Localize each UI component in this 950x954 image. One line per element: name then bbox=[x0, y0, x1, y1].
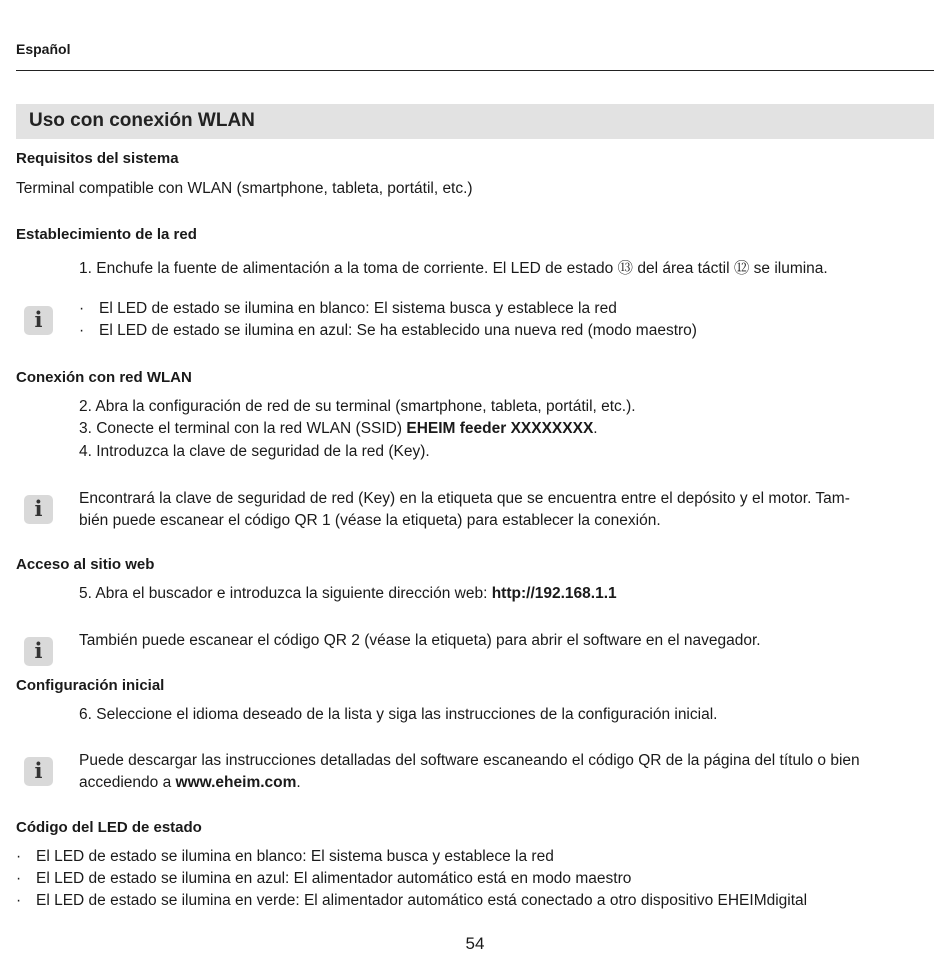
step-1: 1. Enchufe la fuente de alimentación a la toma de corriente. El LED de estado ⑬ del área táctil ⑫ se ilumina. bbox=[79, 260, 828, 277]
info-note: También puede escanear el código QR 2 (véase la etiqueta) para abrir el software en el navegador. bbox=[79, 632, 761, 649]
header-rule bbox=[16, 70, 934, 71]
led-code-heading: Código del LED de estado bbox=[16, 819, 202, 836]
page-number: 54 bbox=[465, 934, 485, 953]
info-icon: i bbox=[24, 637, 53, 666]
step-3: 3. Conecte el terminal con la red WLAN (SSID) EHEIM feeder XXXXXXXX. bbox=[79, 420, 598, 437]
step-2: 2. Abra la configuración de red de su terminal (smartphone, tableta, portátil, etc.). bbox=[79, 398, 636, 415]
info-bullet-item: · El LED de estado se ilumina en blanco: El sistema busca y establece la red bbox=[79, 300, 617, 317]
step-6: 6. Seleccione el idioma deseado de la lista y siga las instrucciones de la configuración inicial. bbox=[79, 706, 718, 723]
ssid-value: EHEIM feeder XXXXXXXX bbox=[406, 420, 594, 437]
wlan-connection-heading: Conexión con red WLAN bbox=[16, 369, 192, 386]
web-address: http://192.168.1.1 bbox=[491, 585, 617, 602]
step-5: 5. Abra el buscador e introduzca la siguiente dirección web: http://192.168.1.1 bbox=[79, 585, 617, 602]
initial-setup-heading: Configuración inicial bbox=[16, 677, 165, 694]
led-bullet-item: · El LED de estado se ilumina en azul: El alimentador automático está en modo maestro bbox=[16, 870, 632, 887]
requirements-text: Terminal compatible con WLAN (smartphone, tableta, portátil, etc.) bbox=[16, 180, 473, 197]
info-icon: i bbox=[24, 495, 53, 524]
website-link: www.eheim.com bbox=[175, 774, 297, 791]
network-setup-heading: Establecimiento de la red bbox=[16, 226, 197, 243]
led-bullet-item: · El LED de estado se ilumina en blanco: El sistema busca y establece la red bbox=[16, 848, 554, 865]
info-note: Puede descargar las instrucciones detalladas del software escaneando el código QR de la página del título o bien accediendo a www.eheim.com. bbox=[79, 752, 860, 791]
info-note: Encontrará la clave de seguridad de red (Key) en la etiqueta que se encuentra entre el depósito y el motor. Tam- bién puede escanear el código QR 1 (véase la etiqueta) para establecer la conexión. bbox=[79, 490, 850, 529]
step-4: 4. Introduzca la clave de seguridad de la red (Key). bbox=[79, 443, 430, 460]
website-access-heading: Acceso al sitio web bbox=[16, 556, 155, 573]
language-label: Español bbox=[16, 41, 71, 57]
info-icon: i bbox=[24, 306, 53, 335]
section-title-band bbox=[16, 104, 934, 139]
info-icon: i bbox=[24, 757, 53, 786]
requirements-heading: Requisitos del sistema bbox=[16, 150, 179, 167]
info-bullet-item: · El LED de estado se ilumina en azul: Se ha establecido una nueva red (modo maestro) bbox=[79, 322, 697, 339]
led-bullet-item: · El LED de estado se ilumina en verde: El alimentador automático está conectado a otro dispositivo EHEIMdigital bbox=[16, 892, 808, 909]
section-title: Uso con conexión WLAN bbox=[29, 110, 255, 131]
